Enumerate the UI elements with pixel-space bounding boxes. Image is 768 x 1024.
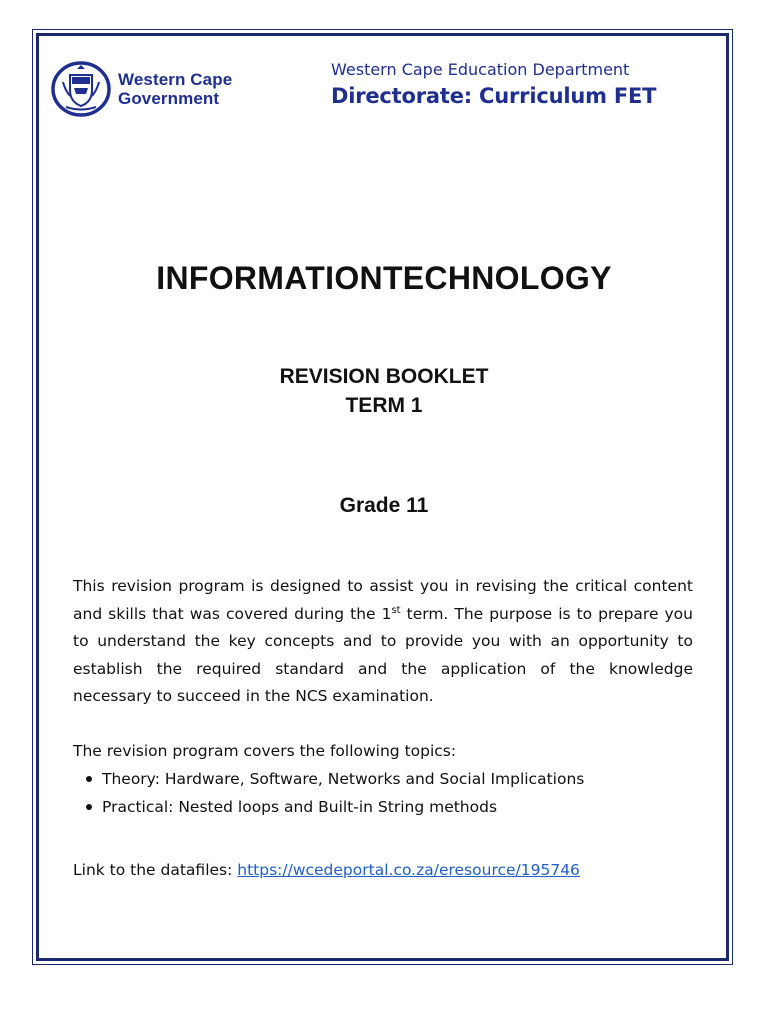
topic-text: Theory: Hardware, Software, Networks and Social Implications [102, 770, 585, 788]
list-item [73, 793, 584, 821]
grade-label: Grade 11 [339, 494, 429, 517]
bullet-icon [86, 776, 92, 782]
document-title: INFORMATIONTECHNOLOGY [156, 260, 612, 296]
logo-line-2: Government [118, 89, 220, 108]
subtitle-line-2: TERM 1 [345, 394, 423, 417]
intro-text-part-1: This revision program is designed to assist you in revising the critical content and skills that was covered during the 1 [73, 577, 693, 623]
topic-text: Practical: Nested loops and Built-in String methods [102, 798, 498, 816]
intro-paragraph [73, 573, 693, 711]
datafiles-link[interactable]: https://wcedeportal.co.za/eresource/195746 [237, 861, 580, 879]
intro-text-part-2: term. The purpose is to prepare you to understand the key concepts and to provide you with an opportunity to establish the required standard and the application of the knowledge necessary to succeed in the NCS examination. [73, 604, 693, 705]
intro-superscript: st [391, 604, 401, 616]
department-name: Western Cape Education Department [331, 60, 630, 79]
list-item [73, 765, 584, 793]
subtitle-line-1: REVISION BOOKLET [279, 365, 489, 388]
topics-intro: The revision program covers the following topics: [73, 742, 457, 760]
header-block [331, 59, 656, 111]
datafiles-line [73, 857, 693, 884]
bullet-icon [86, 804, 92, 810]
logo-wordmark [118, 70, 232, 108]
coat-of-arms-icon [50, 60, 112, 118]
topics-list [73, 765, 584, 821]
logo-line-1: Western Cape [118, 70, 233, 89]
datafiles-label: Link to the datafiles: [73, 861, 238, 879]
western-cape-government-logo [50, 60, 250, 118]
directorate-name: Directorate: Curriculum FET [331, 84, 657, 108]
